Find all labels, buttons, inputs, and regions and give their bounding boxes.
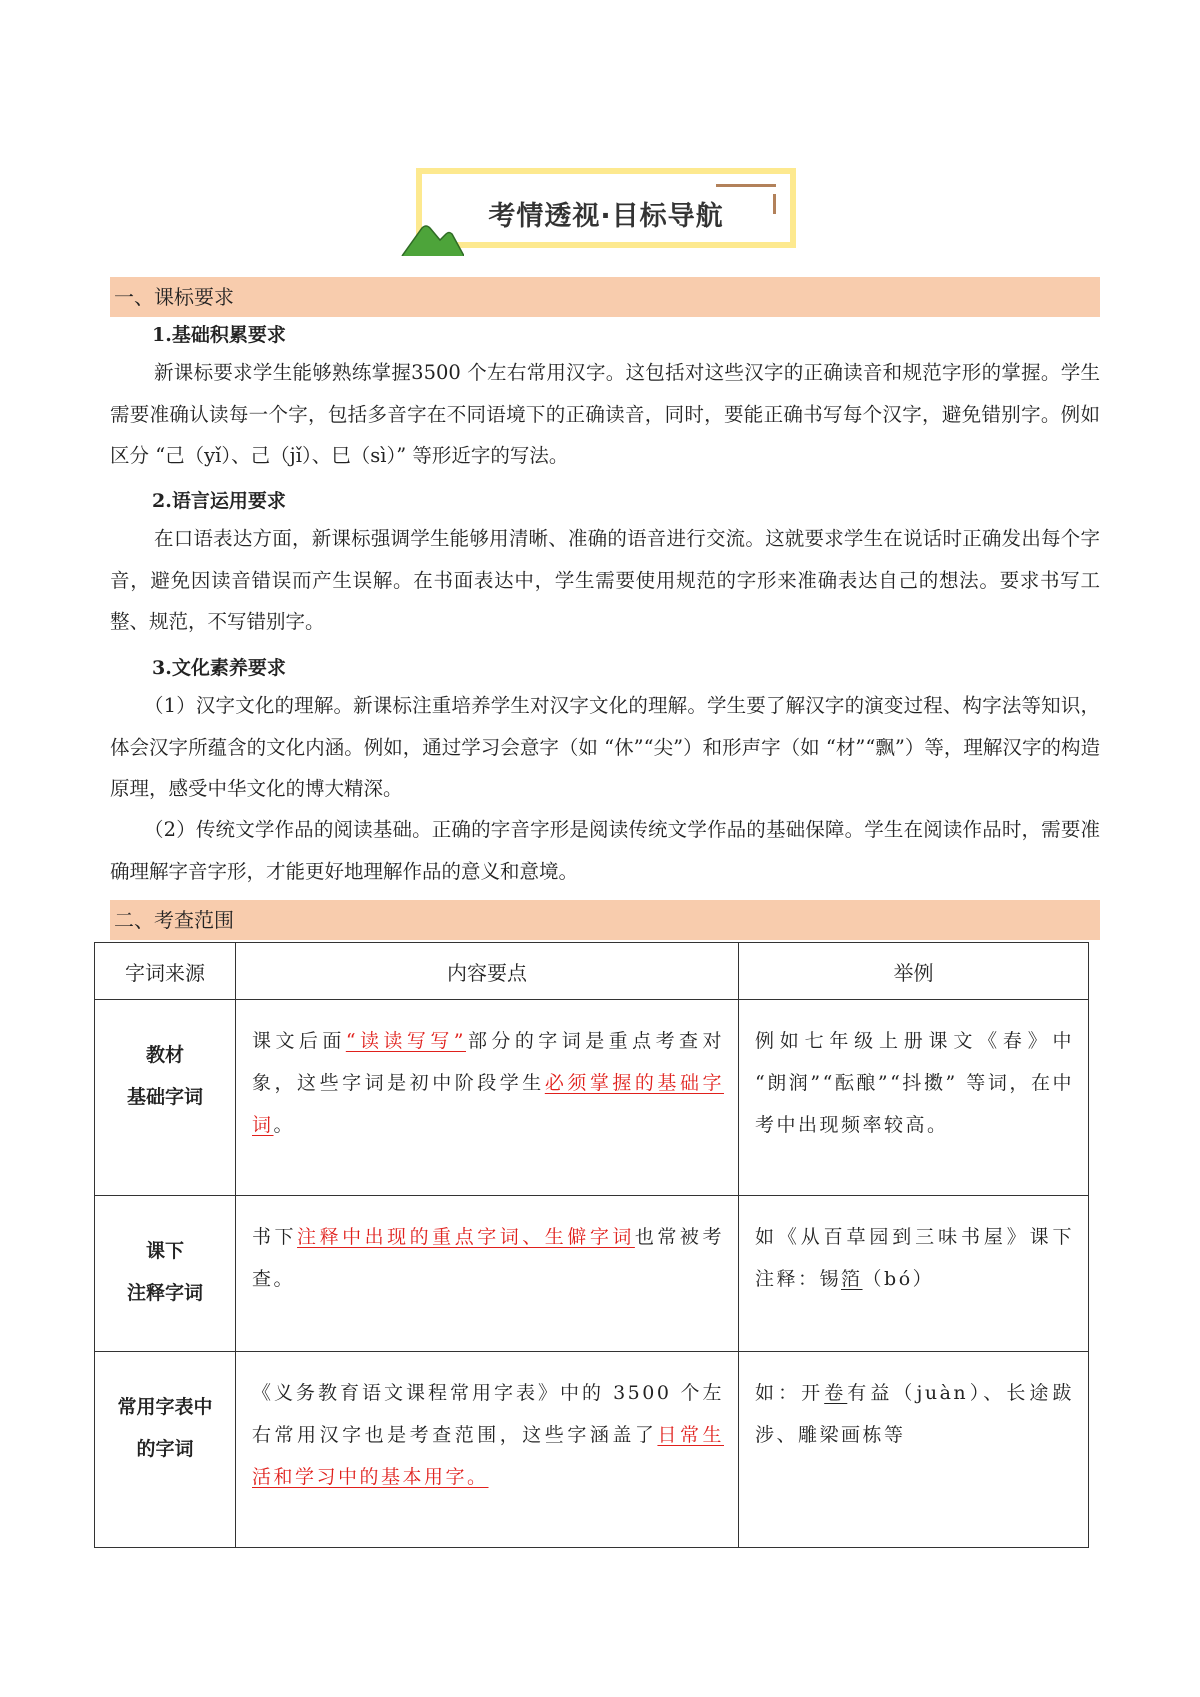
- table-header: 字词来源: [95, 943, 236, 1000]
- example-text: 例如七年级上册课文《春》中 “朗润”“酝酿”“抖擞” 等词，在中考中出现频率较高。: [755, 1030, 1074, 1136]
- sub-heading-culture: 3.文化素养要求: [152, 657, 286, 679]
- section-heading-scope: 二、考查范围: [110, 900, 1100, 940]
- paragraph-culture-1: （1）汉字文化的理解。新课标注重培养学生对汉字文化的理解。学生要了解汉字的演变过程、构字法等知识，体会汉字所蕴含的文化内涵。例如，通过学习会意字（如 “休”“尖”）和形声字（如 “材”“飘”）等，理解汉字的构造原理，感受中华文化的博大精深。: [110, 694, 1100, 800]
- points-highlight: 必须掌握的基础字词: [252, 1072, 724, 1136]
- table-header: 举例: [739, 943, 1089, 1000]
- source-cell: [95, 1000, 236, 1196]
- points-highlight: “读读写写”: [345, 1030, 466, 1052]
- points-highlight: 日常生活和学习中的基本用字。: [252, 1424, 724, 1488]
- table-row: [95, 1352, 1089, 1548]
- table-header-row: [95, 943, 1089, 1000]
- points-text: 《义务教育语文课程常用字表》中的 3500 个左右常用汉字也是考查范围，这些字涵盖了: [252, 1382, 724, 1446]
- source-cell: [95, 1352, 236, 1548]
- points-text: 也常被考查。: [252, 1226, 724, 1290]
- banner-decoration-tick: [773, 194, 776, 214]
- scope-table: [94, 942, 1089, 1548]
- source-cell: [95, 1196, 236, 1352]
- example-cell: [739, 1352, 1089, 1548]
- example-text: 如：开: [755, 1382, 825, 1404]
- example-text: 如《从百草园到三味书屋》课下注释：锡: [755, 1226, 1074, 1290]
- banner-decoration-line: [716, 184, 776, 187]
- points-text: 部分的字词是重点考查对象，这些字词是初中阶段学生: [252, 1030, 724, 1094]
- title-banner: [416, 168, 796, 248]
- source-label: 常用字表中: [117, 1396, 213, 1418]
- source-label: 课下: [145, 1240, 184, 1262]
- section-heading-requirements: 一、课标要求: [110, 277, 1100, 317]
- hills-icon: [400, 220, 464, 256]
- example-underlined-char: 箔: [841, 1268, 863, 1290]
- banner-title: 考情透视·目标导航: [488, 201, 724, 232]
- points-cell: [236, 1196, 739, 1352]
- source-label: 的字词: [136, 1438, 194, 1460]
- sub-heading-language: 2.语言运用要求: [152, 490, 286, 512]
- points-text: 书下: [252, 1226, 298, 1248]
- paragraph-culture-2: （2）传统文学作品的阅读基础。正确的字音字形是阅读传统文学作品的基础保障。学生在阅读作品时，需要准确理解字音字形，才能更好地理解作品的意义和意境。: [110, 818, 1100, 883]
- example-cell: [739, 1000, 1089, 1196]
- source-label: 注释字词: [126, 1282, 203, 1304]
- table-header: 内容要点: [236, 943, 739, 1000]
- paragraph-language: 在口语表达方面，新课标强调学生能够用清晰、准确的语音进行交流。这就要求学生在说话时正确发出每个字音，避免因读音错误而产生误解。在书面表达中，学生需要使用规范的字形来准确表达自己的想法。要求书写工整、规范，不写错别字。: [110, 527, 1100, 633]
- points-text: 课文后面: [252, 1030, 346, 1052]
- sub-heading-basic: 1.基础积累要求: [152, 324, 286, 346]
- paragraph-basic: 新课标要求学生能够熟练掌握3500 个左右常用汉字。这包括对这些汉字的正确读音和规范字形的掌握。学生需要准确认读每一个字，包括多音字在不同语境下的正确读音，同时，要能正确书写每个汉字，避免错别字。例如区分 “己（yǐ）、己（jǐ）、巳（sì）” 等形近字的写法。: [110, 361, 1100, 467]
- source-label: 教材: [145, 1044, 184, 1066]
- points-text: 。: [273, 1114, 296, 1136]
- table-row: [95, 1000, 1089, 1196]
- points-cell: [236, 1000, 739, 1196]
- example-cell: [739, 1196, 1089, 1352]
- source-label: 基础字词: [126, 1086, 203, 1108]
- points-cell: [236, 1352, 739, 1548]
- example-text: 有益（juàn）、长途跋涉、雕梁画栋等: [755, 1382, 1074, 1446]
- example-text: （bó）: [862, 1268, 935, 1290]
- title-banner-inner: [422, 174, 790, 242]
- example-underlined-char: 卷: [824, 1382, 848, 1404]
- table-row: [95, 1196, 1089, 1352]
- points-highlight: 注释中出现的重点字词、生僻字词: [297, 1226, 635, 1248]
